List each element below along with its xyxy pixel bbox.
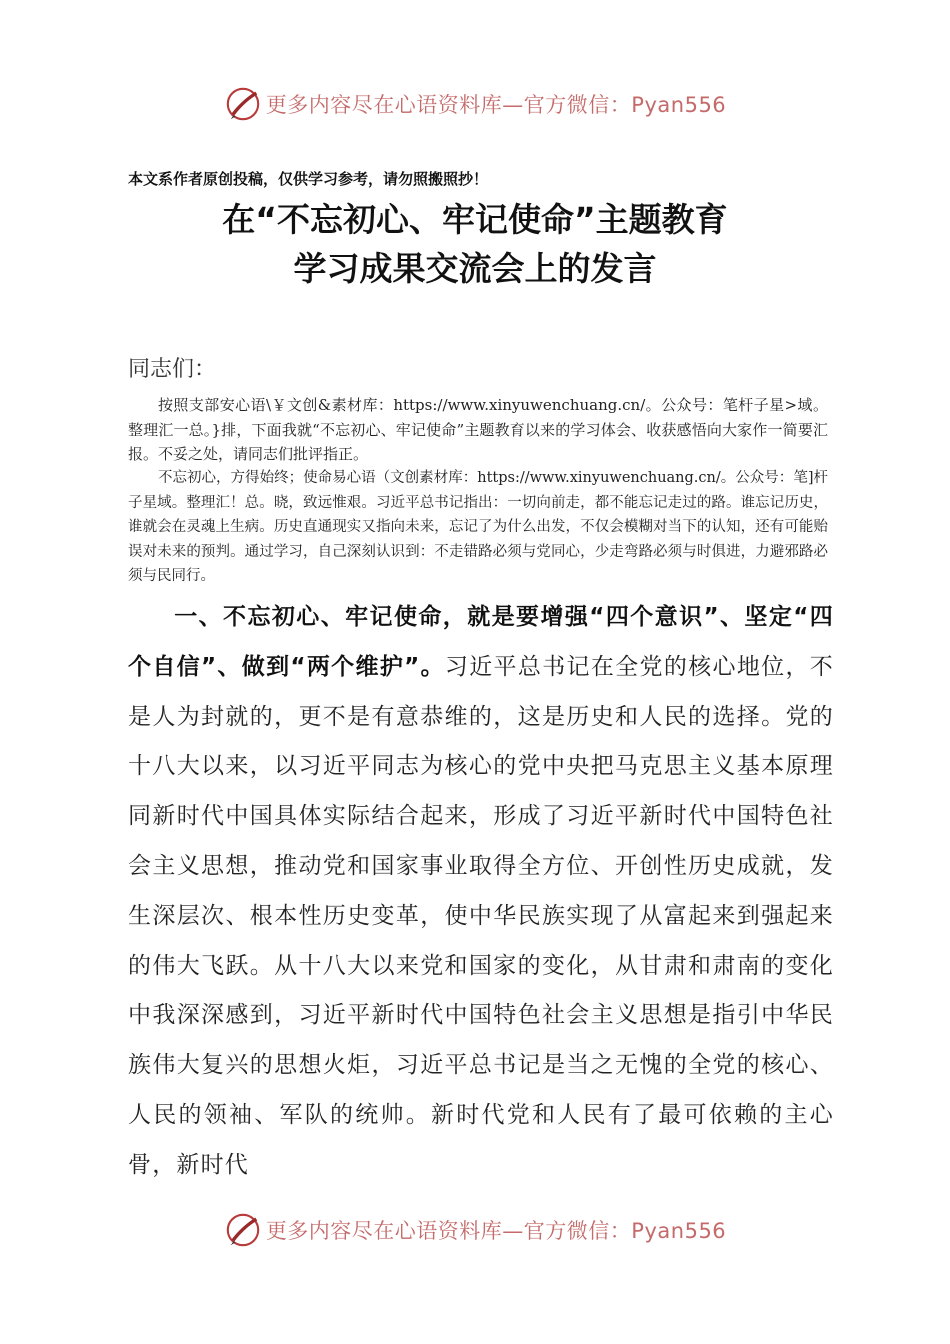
document-title-line-2: 学习成果交流会上的发言 [293, 249, 657, 288]
watermark-text: 更多内容尽在心语资料库—官方微信：Pyan556 [265, 93, 727, 117]
footer-watermark-banner [0, 1208, 950, 1252]
document-title-line-1: 在“不忘初心、牢记使命”主题教育 [222, 200, 728, 239]
section-body: 习近平总书记在全党的核心地位，不是人为封就的，更不是有意恭维的，这是历史和人民的选择。党的十八大以来，以习近平同志为核心的党中央把马克思主义基本原理同新时代中国具体实际结合起来，形成了习近平新时代中国特色社会主义思想，推动党和国家事业取得全方位、开创性历史成就，发生深层次、根本性历史变革，使中华民族实现了从富起来到强起来的伟大飞跃。从十八大以来党和国家的变化，从甘肃和肃南的变化中我深深感到，习近平新时代中国特色社会主义思想是指引中华民族伟大复兴的思想火炬，习近平总书记是当之无愧的全党的核心、人民的领袖、军队的统帅。新时代党和人民有了最可依赖的主心骨，新时代 [128, 653, 834, 1178]
watermark-text: 更多内容尽在心语资料库—官方微信：Pyan556 [265, 1219, 727, 1243]
section-one-paragraph [128, 593, 834, 1191]
pen-logo-icon [224, 85, 262, 123]
section-heading: 一、不忘初心、牢记使命，就是要增强“四个意识”、坚定“四个自信”、做到“两个维护”。 [128, 604, 834, 680]
pen-logo-icon [224, 1211, 262, 1249]
header-watermark-banner [0, 82, 950, 126]
copyright-notice: 本文系作者原创投稿，仅供学习参考，请勿照搬照抄！ [128, 170, 489, 188]
salutation: 同志们： [128, 357, 217, 382]
intro-paragraph: 按照支部安心语\￥文创&素材库：https://www.xinyuwenchuang.cn/。公众号：笔杆子星>域。整理汇一总。}排，下面我就“不忘初心、牢记使命”主题教育以来的学习体会、收获感悟向大家作一简要汇报。不妥之处，请同志们批评指正。 [128, 396, 828, 463]
context-paragraph: 不忘初心，方得始终；使命易心语（文创素材库：https://www.xinyuwenchuang.cn/。公众号：笔]杆子星域。整理汇！总。晓，致远惟艰。习近平总书记指出：一切向前走，都不能忘记走过的路。谁忘记历史，谁就会在灵魂上生病。历史直通现实又指向未来，忘记了为什么出发，不仅会模糊对当下的认知，还有可能贻误对未来的预判。通过学习，自己深刻认识到：不走错路必须与党同心，少走弯路必须与时俱进，力避邪路必须与民同行。 [128, 470, 828, 584]
